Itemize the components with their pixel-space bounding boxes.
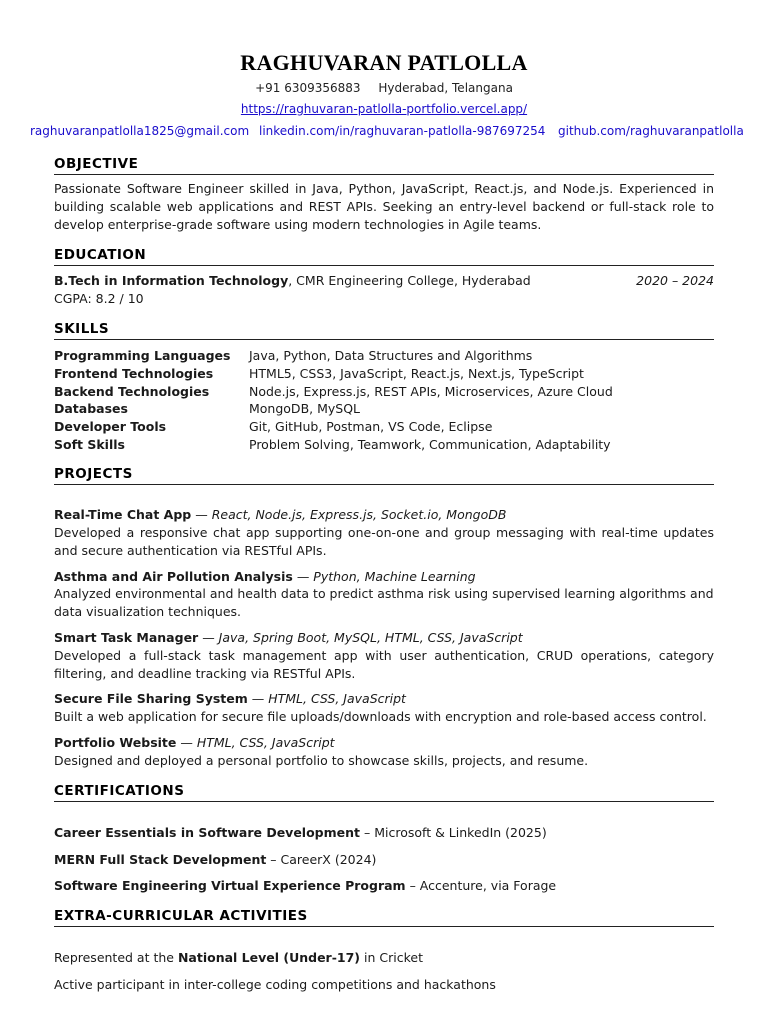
email-link[interactable]: raghuvaranpatlolla1825@gmail.com bbox=[30, 124, 250, 138]
objective-heading: OBJECTIVE bbox=[54, 156, 714, 175]
certification-name: MERN Full Stack Development bbox=[54, 852, 267, 867]
project-tech: — Python, Machine Learning bbox=[292, 569, 476, 584]
project-title-row bbox=[54, 506, 714, 523]
degree: B.Tech in Information Technology bbox=[54, 273, 289, 288]
college: , CMR Engineering College, Hyderabad bbox=[288, 273, 531, 288]
certification-item bbox=[54, 824, 714, 841]
phone-number: +91 6309356883 bbox=[255, 81, 361, 95]
skill-values: Git, GitHub, Postman, VS Code, Eclipse bbox=[249, 419, 493, 434]
certification-issuer: – Accenture, via Forage bbox=[405, 878, 557, 893]
skill-values: Node.js, Express.js, REST APIs, Microservices, Azure Cloud bbox=[249, 384, 613, 399]
skill-values: Problem Solving, Teamwork, Communication, Adaptability bbox=[249, 437, 611, 452]
certifications-heading: CERTIFICATIONS bbox=[54, 783, 714, 802]
project-description: Developed a full-stack task management app with user authentication, CRUD operations, category filtering, and deadline tracking via RESTful APIs. bbox=[54, 648, 714, 681]
skill-category: Soft Skills bbox=[54, 437, 125, 452]
activity-highlight: National Level (Under-17) bbox=[177, 950, 361, 965]
project-name: Real-Time Chat App bbox=[54, 507, 192, 522]
skill-values: HTML5, CSS3, JavaScript, React.js, Next.js, TypeScript bbox=[249, 366, 584, 381]
project-title-row bbox=[54, 734, 714, 751]
activities-heading: EXTRA-CURRICULAR ACTIVITIES bbox=[54, 908, 714, 927]
education-degree-row bbox=[54, 272, 714, 289]
certification-issuer: – Microsoft & LinkedIn (2025) bbox=[360, 825, 547, 840]
cgpa: CGPA: 8.2 / 10 bbox=[54, 291, 144, 306]
certification-item bbox=[54, 877, 714, 894]
project-name: Secure File Sharing System bbox=[54, 691, 248, 706]
portfolio-link[interactable]: https://raghuvaran-patlolla-portfolio.vercel.app/ bbox=[240, 102, 528, 116]
certification-name: Career Essentials in Software Development bbox=[54, 825, 361, 840]
projects-heading: PROJECTS bbox=[54, 466, 714, 485]
project-tech: — Java, Spring Boot, MySQL, HTML, CSS, JavaScript bbox=[198, 630, 523, 645]
project-description: Designed and deployed a personal portfolio to showcase skills, projects, and resume. bbox=[54, 753, 589, 768]
contact-line bbox=[0, 81, 768, 95]
github-link[interactable]: github.com/raghuvaranpatlolla bbox=[558, 124, 744, 138]
activity-text: Represented at the bbox=[54, 950, 178, 965]
skills-heading: SKILLS bbox=[54, 321, 714, 340]
project-name: Smart Task Manager bbox=[54, 630, 199, 645]
project-tech: — HTML, CSS, JavaScript bbox=[176, 735, 335, 750]
skill-category: Backend Technologies bbox=[54, 384, 210, 399]
skill-category: Developer Tools bbox=[54, 419, 167, 434]
project-description: Analyzed environmental and health data to predict asthma risk using supervised learning algorithms and data visualization techniques. bbox=[54, 586, 714, 619]
project-title-row bbox=[54, 629, 714, 646]
skill-category: Databases bbox=[54, 401, 128, 416]
education-years: 2020 – 2024 bbox=[636, 273, 714, 288]
activity-text: in Cricket bbox=[360, 950, 423, 965]
project-tech: — HTML, CSS, JavaScript bbox=[247, 691, 406, 706]
skill-category: Programming Languages bbox=[54, 348, 231, 363]
skill-values: Java, Python, Data Structures and Algorithms bbox=[249, 348, 533, 363]
certification-item bbox=[54, 851, 714, 868]
certification-issuer: – CareerX (2024) bbox=[266, 852, 377, 867]
project-name: Asthma and Air Pollution Analysis bbox=[54, 569, 293, 584]
activity-item: Active participant in inter-college coding competitions and hackathons bbox=[54, 977, 496, 992]
project-description: Developed a responsive chat app supporting one-on-one and group messaging with real-time updates and secure authentication via RESTful APIs. bbox=[54, 525, 714, 558]
project-title-row bbox=[54, 568, 714, 585]
project-title-row bbox=[54, 690, 714, 707]
education-heading: EDUCATION bbox=[54, 247, 714, 266]
skill-category: Frontend Technologies bbox=[54, 366, 214, 381]
activity-item bbox=[54, 949, 714, 966]
project-description: Built a web application for secure file uploads/downloads with encryption and role-based access control. bbox=[54, 709, 707, 724]
linkedin-link[interactable]: linkedin.com/in/raghuvaran-patlolla-987697254 bbox=[259, 124, 546, 138]
candidate-name: RAGHUVARAN PATLOLLA bbox=[240, 50, 528, 75]
project-name: Portfolio Website bbox=[54, 735, 177, 750]
certification-name: Software Engineering Virtual Experience Program bbox=[54, 878, 406, 893]
location: Hyderabad, Telangana bbox=[378, 81, 513, 95]
skill-values: MongoDB, MySQL bbox=[249, 401, 361, 416]
objective-text: Passionate Software Engineer skilled in Java, Python, JavaScript, React.js, and Node.js. Experienced in building scalable web applications and REST APIs. Seeking an entry-level backend or full-stack role to develop enterprise-grade software using modern technologies in Agile teams. bbox=[54, 181, 714, 232]
project-tech: — React, Node.js, Express.js, Socket.io, MongoDB bbox=[191, 507, 507, 522]
